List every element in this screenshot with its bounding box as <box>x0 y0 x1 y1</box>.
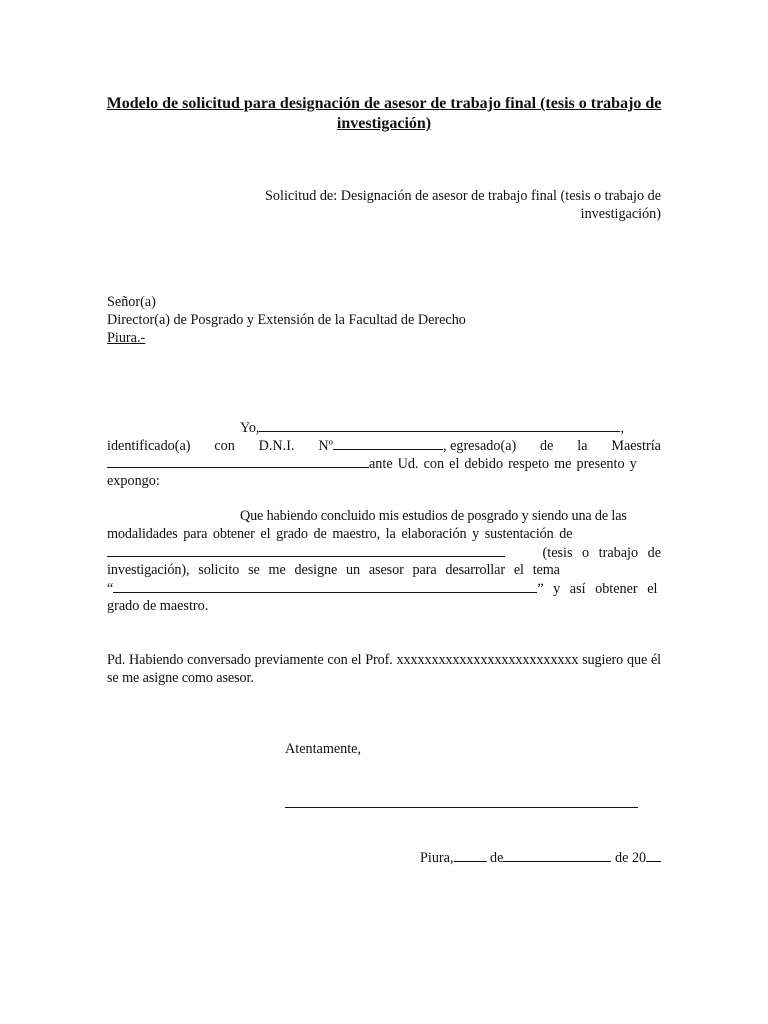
date-city: Piura, <box>420 850 454 866</box>
num-text: Nº <box>318 438 333 454</box>
addressee-block <box>107 293 667 347</box>
date-de2: de 20 <box>615 850 647 866</box>
paragraph2-line1: Que habiendo concluido mis estudios de posgrado y siendo una de las <box>240 508 627 524</box>
day-blank[interactable] <box>454 848 487 862</box>
addressee-salutation: Señor(a) <box>107 294 156 310</box>
document-title: Modelo de solicitud para designación de asesor de trabajo final (tesis o trabajo de investigación) <box>106 95 662 132</box>
de-text: de <box>540 438 554 454</box>
paragraph1-line1 <box>107 418 661 436</box>
yo-label: Yo, <box>240 420 260 436</box>
postscript: Pd. Habiendo conversado previamente con el Prof. xxxxxxxxxxxxxxxxxxxxxxxxxx sugiero que él se me asigne como asesor. <box>107 652 661 686</box>
open-quote: “ <box>107 581 114 597</box>
addressee-city: Piura.- <box>107 330 146 346</box>
ante-text: ante Ud. con el debido respeto me presento y <box>369 456 637 472</box>
modalidad-blank[interactable] <box>107 543 505 557</box>
addressee-position: Director(a) de Posgrado y Extensión de la Facultad de Derecho <box>107 312 466 328</box>
subject-block <box>230 187 661 223</box>
maestria-text: Maestría <box>611 438 661 454</box>
tesis-text: (tesis o trabajo de <box>542 545 661 561</box>
closing-text: Atentamente, <box>285 741 362 757</box>
paragraph2-line3 <box>107 543 661 561</box>
paragraph2-line4: investigación), solicito se me designe un asesor para desarrollar el tema <box>107 562 560 578</box>
name-blank[interactable] <box>259 418 620 432</box>
egresado-text: , egresado(a) <box>442 438 517 454</box>
tema-blank[interactable] <box>113 579 537 593</box>
date-line <box>420 848 661 867</box>
paragraph1-line4: expongo: <box>107 473 160 489</box>
subject-line: investigación) <box>580 206 661 222</box>
month-blank[interactable] <box>503 848 611 862</box>
paragraph1-line2 <box>107 436 661 454</box>
paragraph2-line5 <box>107 579 661 597</box>
close-quote-text: ” y así obtener el <box>537 581 658 597</box>
date-de1: de <box>490 850 504 866</box>
subject-line: Solicitud de: Designación de asesor de trabajo final (tesis o trabajo de <box>265 188 661 204</box>
dni-blank[interactable] <box>333 436 443 450</box>
dni-text: D.N.I. <box>258 438 295 454</box>
year-blank[interactable] <box>646 848 661 862</box>
paragraph1-line3 <box>107 454 661 472</box>
maestria-blank[interactable] <box>107 454 369 468</box>
identificado-text: identificado(a) <box>107 438 191 454</box>
la-text: la <box>577 438 588 454</box>
con-text: con <box>214 438 235 454</box>
paragraph2-line6: grado de maestro. <box>107 598 209 614</box>
comma-text: , <box>620 420 625 436</box>
paragraph2-line2: modalidades para obtener el grado de maestro, la elaboración y sustentación de <box>107 526 573 542</box>
signature-line[interactable] <box>285 807 638 808</box>
